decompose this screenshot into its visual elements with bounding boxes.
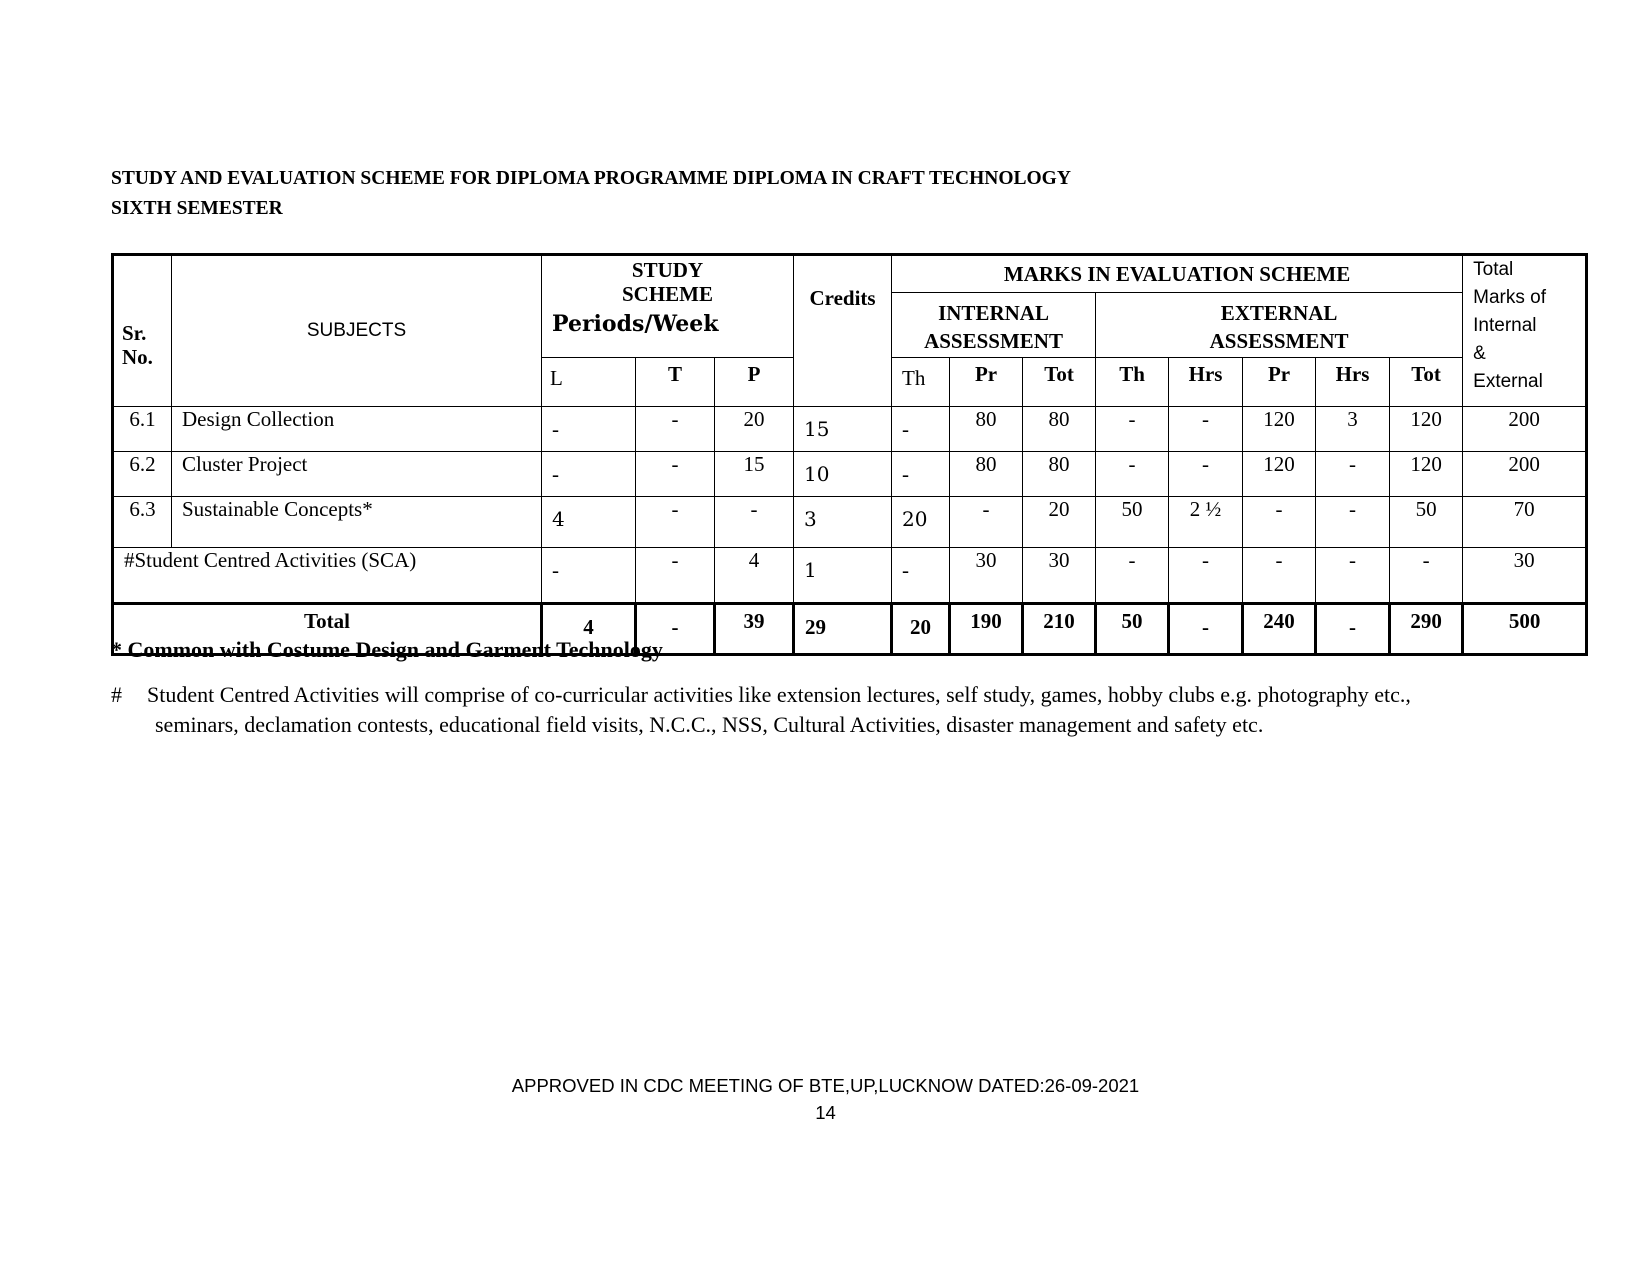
header-sr-line2: No. <box>122 345 153 369</box>
header-total-line3: Internal <box>1473 315 1537 336</box>
cell-ext-hrs-1: 2 ½ <box>1169 497 1243 548</box>
cell-ext-pr: 120 <box>1243 452 1316 497</box>
table-row-sca <box>113 548 1587 604</box>
cell-T: - <box>636 548 715 604</box>
cell-T: - <box>636 452 715 497</box>
cell-sr: 6.1 <box>113 407 172 452</box>
cell-ext-hrs-2: - <box>1316 548 1390 604</box>
header-row-1 <box>113 255 1587 293</box>
evaluation-scheme-table <box>111 253 1588 656</box>
cell-int-tot: 80 <box>1023 407 1096 452</box>
cell-P: - <box>715 497 794 548</box>
header-subjects: SUBJECTS <box>172 255 542 407</box>
cell-T: - <box>636 407 715 452</box>
cell-total: 200 <box>1463 407 1587 452</box>
page-footer <box>0 1072 1651 1126</box>
document-title <box>111 164 1071 224</box>
cell-int-pr: 80 <box>950 452 1023 497</box>
cell-subject: Sustainable Concepts* <box>172 497 542 548</box>
cell-int-pr: - <box>950 497 1023 548</box>
header-marks-evaluation: MARKS IN EVALUATION SCHEME <box>892 255 1463 293</box>
cell-ext-pr: - <box>1243 497 1316 548</box>
header-periods-week: Periods/Week <box>552 311 719 337</box>
cell-ext-hrs-2: - <box>1316 452 1390 497</box>
header-internal-assessment <box>892 293 1096 358</box>
cell-credits: 10 <box>794 452 892 497</box>
cell-ext-tot: - <box>1390 548 1463 604</box>
cell-total: 500 <box>1463 604 1587 655</box>
cell-L: 4 <box>542 497 636 548</box>
header-L: L <box>542 358 636 407</box>
cell-ext-th: - <box>1096 548 1169 604</box>
note-sca <box>111 680 1561 740</box>
header-int-tot: Tot <box>1023 358 1096 407</box>
header-ext-pr: Pr <box>1243 358 1316 407</box>
header-P: P <box>715 358 794 407</box>
cell-ext-tot: 120 <box>1390 452 1463 497</box>
title-line-1: STUDY AND EVALUATION SCHEME FOR DIPLOMA PROGRAMME DIPLOMA IN CRAFT TECHNOLOGY <box>111 168 1071 189</box>
cell-P: 4 <box>715 548 794 604</box>
cell-credits: 29 <box>794 604 892 655</box>
cell-P: 15 <box>715 452 794 497</box>
note-sca-line-2: seminars, declamation contests, educational field visits, N.C.C., NSS, Cultural Activities, disaster management and safety etc. <box>155 712 1264 737</box>
cell-credits: 3 <box>794 497 892 548</box>
approval-text: APPROVED IN CDC MEETING OF BTE,UP,LUCKNOW DATED:26-09-2021 <box>511 1075 1140 1096</box>
cell-ext-hrs-1: - <box>1169 452 1243 497</box>
cell-ext-hrs-1: - <box>1169 407 1243 452</box>
header-int-th: Th <box>892 358 950 407</box>
header-ext-hrs-1: Hrs <box>1169 358 1243 407</box>
cell-ext-tot: 50 <box>1390 497 1463 548</box>
cell-P: 20 <box>715 407 794 452</box>
cell-P: 39 <box>715 604 794 655</box>
header-total-line4: & <box>1473 343 1486 364</box>
note-hash: # <box>111 682 122 707</box>
cell-int-pr: 30 <box>950 548 1023 604</box>
header-external-assessment <box>1096 293 1463 358</box>
cell-ext-hrs-2: - <box>1316 497 1390 548</box>
header-ext-th: Th <box>1096 358 1169 407</box>
cell-int-pr: 80 <box>950 407 1023 452</box>
cell-L: - <box>542 407 636 452</box>
cell-int-pr: 190 <box>950 604 1023 655</box>
cell-total-label: Total <box>113 604 542 655</box>
header-internal-line2: ASSESSMENT <box>924 329 1063 353</box>
header-total-line5: External <box>1473 371 1543 392</box>
cell-int-tot: 30 <box>1023 548 1096 604</box>
cell-subject: Cluster Project <box>172 452 542 497</box>
cell-total: 70 <box>1463 497 1587 548</box>
cell-T: - <box>636 604 715 655</box>
header-external-line1: EXTERNAL <box>1220 301 1338 325</box>
cell-int-tot: 20 <box>1023 497 1096 548</box>
table-row <box>113 452 1587 497</box>
cell-int-th: - <box>892 452 950 497</box>
header-internal-line1: INTERNAL <box>938 301 1049 325</box>
cell-int-th: 20 <box>892 604 950 655</box>
cell-ext-hrs-1: - <box>1169 604 1243 655</box>
header-study-line1: STUDY <box>631 258 704 282</box>
cell-ext-th: 50 <box>1096 497 1169 548</box>
cell-ext-hrs-2: - <box>1316 604 1390 655</box>
cell-int-th: - <box>892 407 950 452</box>
cell-credits: 1 <box>794 548 892 604</box>
title-line-2: SIXTH SEMESTER <box>111 198 283 219</box>
header-ext-hrs-2: Hrs <box>1316 358 1390 407</box>
cell-int-th: 20 <box>892 497 950 548</box>
table-row <box>113 407 1587 452</box>
cell-ext-th: - <box>1096 407 1169 452</box>
cell-ext-hrs-1: - <box>1169 548 1243 604</box>
cell-subject: Design Collection <box>172 407 542 452</box>
cell-total: 200 <box>1463 452 1587 497</box>
cell-subject-sca: #Student Centred Activities (SCA) <box>113 548 542 604</box>
header-study-scheme <box>542 255 794 358</box>
header-total-line1: Total <box>1473 259 1514 280</box>
cell-L: - <box>542 548 636 604</box>
cell-ext-tot: 290 <box>1390 604 1463 655</box>
cell-int-tot: 210 <box>1023 604 1096 655</box>
header-total-marks <box>1463 255 1587 407</box>
note-sca-line-1: Student Centred Activities will comprise of co-curricular activities like extension lectures, self study, games, hobby clubs e.g. photography etc., <box>147 682 1411 707</box>
cell-sr: 6.2 <box>113 452 172 497</box>
header-sr-line1: Sr. <box>122 321 147 345</box>
cell-T: - <box>636 497 715 548</box>
cell-total: 30 <box>1463 548 1587 604</box>
header-study-line2: SCHEME <box>622 282 714 306</box>
header-ext-tot: Tot <box>1390 358 1463 407</box>
header-sr-no <box>113 255 172 407</box>
header-int-pr: Pr <box>950 358 1023 407</box>
cell-ext-th: - <box>1096 452 1169 497</box>
header-credits: Credits <box>794 255 892 407</box>
cell-L: 4 <box>542 604 636 655</box>
page-number: 14 <box>815 1102 836 1123</box>
cell-ext-hrs-2: 3 <box>1316 407 1390 452</box>
note-common: * Common with Costume Design and Garment Technology <box>111 637 663 662</box>
header-T: T <box>636 358 715 407</box>
header-total-line2: Marks of <box>1473 287 1546 308</box>
cell-sr: 6.3 <box>113 497 172 548</box>
cell-ext-th: 50 <box>1096 604 1169 655</box>
cell-ext-pr: - <box>1243 548 1316 604</box>
cell-int-th: - <box>892 548 950 604</box>
header-external-line2: ASSESSMENT <box>1209 329 1349 353</box>
cell-ext-pr: 240 <box>1243 604 1316 655</box>
cell-int-tot: 80 <box>1023 452 1096 497</box>
table-row <box>113 497 1587 548</box>
cell-ext-pr: 120 <box>1243 407 1316 452</box>
cell-L: - <box>542 452 636 497</box>
cell-ext-tot: 120 <box>1390 407 1463 452</box>
cell-credits: 15 <box>794 407 892 452</box>
